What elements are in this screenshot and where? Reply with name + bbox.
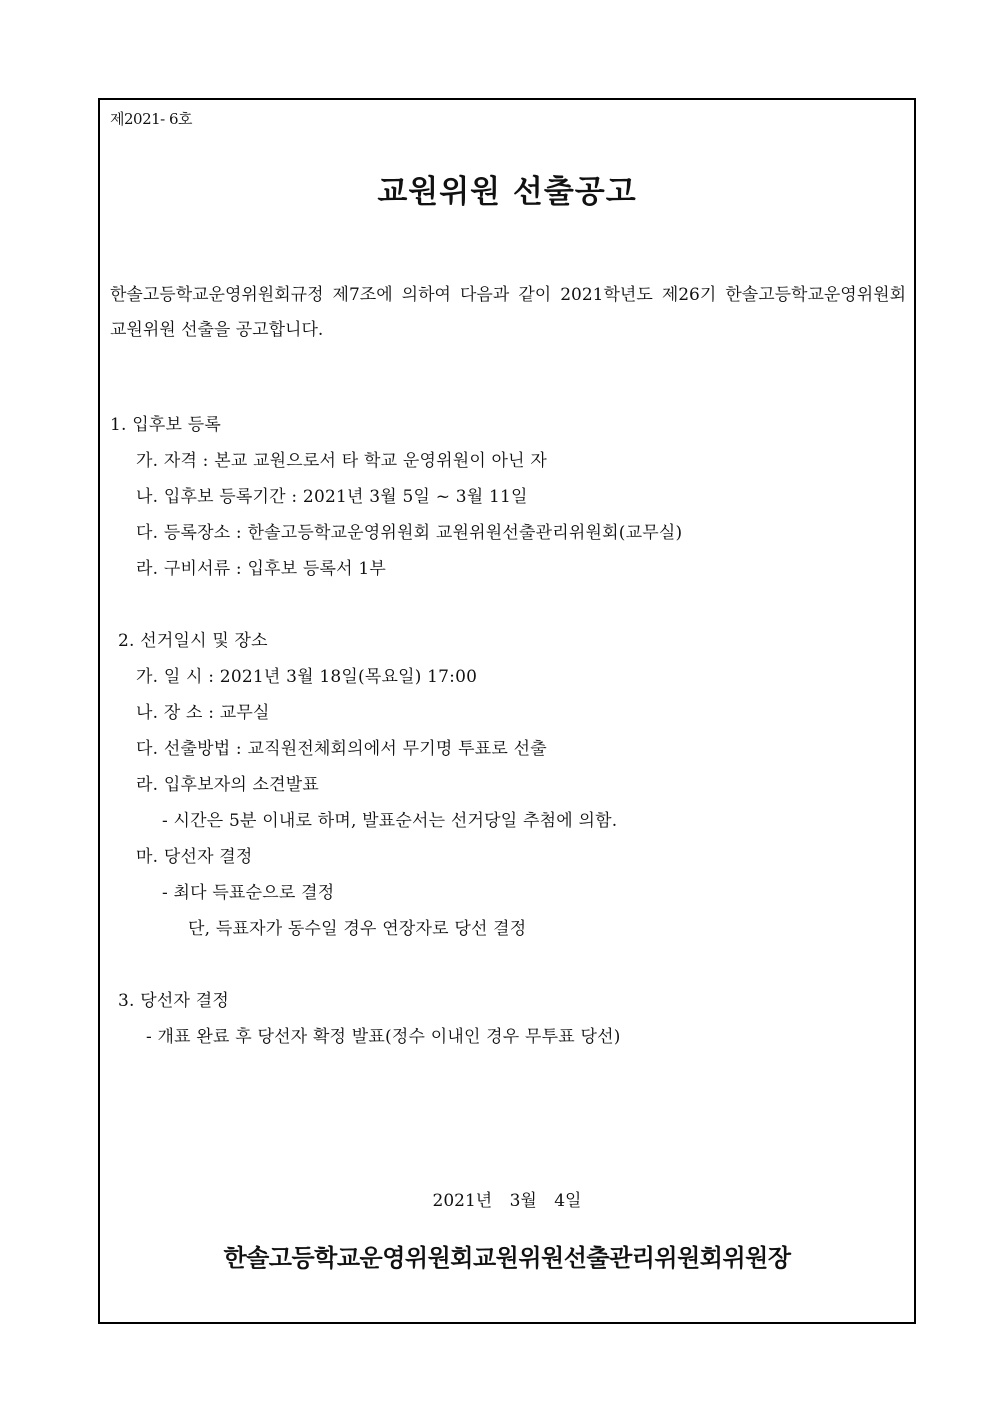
section-2-item-method: 다. 선출방법 : 교직원전체회의에서 무기명 투표로 선출 [136, 739, 547, 759]
section-1-item-registration-place: 다. 등록장소 : 한솔고등학교운영위원회 교원위원선출관리위원회(교무실) [136, 523, 683, 543]
section-2-item-datetime: 가. 일 시 : 2021년 3월 18일(목요일) 17:00 [136, 667, 478, 687]
section-3-heading: 3. 당선자 결정 [118, 991, 229, 1011]
intro-paragraph: 한솔고등학교운영위원회규정 제7조에 의하여 다음과 같이 2021학년도 제26기 한솔고등학교운영위원회 교원위원 선출을 공고합니다. [110, 285, 906, 340]
section-1-item-required-documents: 라. 구비서류 : 입후보 등록서 1부 [136, 559, 387, 579]
section-1-item-registration-period: 나. 입후보 등록기간 : 2021년 3월 5일 ~ 3월 11일 [136, 487, 528, 507]
section-2-item-speech: 라. 입후보자의 소견발표 [136, 775, 320, 795]
section-2-heading: 2. 선거일시 및 장소 [118, 631, 268, 651]
section-2-item-place: 나. 장 소 : 교무실 [136, 703, 270, 723]
section-2-item-winner: 마. 당선자 결정 [136, 847, 253, 867]
section-3-item-announcement: - 개표 완료 후 당선자 확정 발표(정수 이내인 경우 무투표 당선) [146, 1027, 621, 1047]
section-2-item-tie-rule: 단, 득표자가 동수일 경우 연장자로 당선 결정 [188, 919, 527, 939]
section-2-item-winner-detail: - 최다 득표순으로 결정 [162, 883, 335, 903]
section-1-heading: 1. 입후보 등록 [110, 415, 221, 435]
page-title: 교원위원 선출공고 [377, 174, 637, 210]
section-1-item-qualification: 가. 자격 : 본교 교원으로서 타 학교 운영위원이 아닌 자 [136, 451, 548, 471]
signature-line: 한솔고등학교운영위원회교원위원선출관리위원회위원장 [223, 1243, 791, 1272]
section-2-item-speech-detail: - 시간은 5분 이내로 하며, 발표순서는 선거당일 추첨에 의함. [162, 811, 618, 831]
document-frame [98, 98, 916, 1324]
document-number: 제2021- 6호 [110, 110, 193, 128]
announcement-date: 2021년 3월 4일 [432, 1191, 582, 1211]
